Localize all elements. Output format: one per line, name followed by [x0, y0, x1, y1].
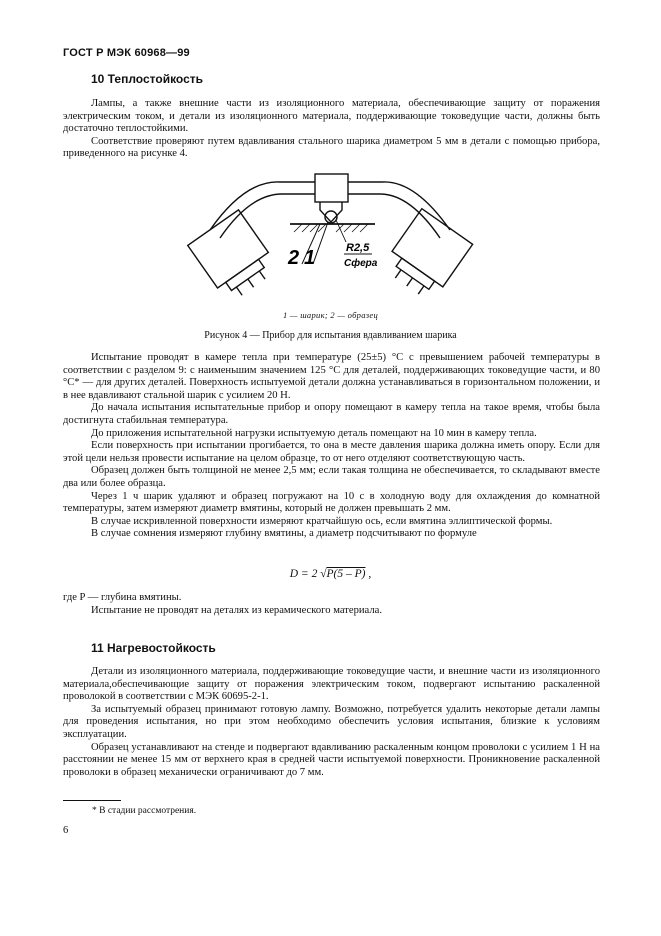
- paragraph: Образец должен быть толщиной не менее 2,5 мм; если такая толщина не обеспечивается, то складывают вместе два или более образца.: [63, 465, 600, 489]
- figure-legend: 1 — шарик; 2 — образец: [282, 310, 379, 320]
- paragraph: Соответствие проверяют путем вдавливания стального шарика диаметром 5 мм в детали с помощью прибора, приведенного на рисунке 4.: [63, 135, 600, 160]
- paragraph: До приложения испытательной нагрузки испытуемую деталь помещают на 10 мин в камеру тепла.: [91, 427, 537, 439]
- left-weight: [188, 210, 280, 305]
- test-procedure-text: [63, 352, 600, 541]
- arm-right-outer: [348, 182, 450, 230]
- paragraph: В случае искривленной поверхности измеряют кратчайшую ось, если вмятина эллиптической формы.: [91, 515, 553, 527]
- formula-explanation: [63, 592, 600, 617]
- paragraph: Через 1 ч шарик удаляют и образец погружают на 10 с в холодную воду для охлаждения до комнатной температуры, затем измеряют диаметр вмятины, который не должен превышать 2 мм.: [63, 490, 600, 515]
- footnote: * В стадии рассмотрения.: [92, 806, 197, 816]
- ball-pressure-apparatus-figure: [150, 160, 510, 310]
- label-specimen: 2: [288, 247, 300, 269]
- section-10-title: 10 Теплостойкость: [91, 72, 204, 86]
- label-ball: 1: [304, 247, 316, 269]
- paragraph: Лампы, а также внешние части из изоляционного материала, обеспечивающие защиту от поражения электрическим током, и детали из изоляционного материала, поддерживающие токоведущие части, должны быть достаточно теплостойкими.: [63, 98, 600, 135]
- paragraph: где P — глубина вмятины.: [63, 592, 182, 603]
- indentation-formula: [0, 568, 661, 580]
- footnote-rule: [63, 800, 121, 801]
- paragraph: Если поверхность при испытании прогибается, то она в месте давления шарика должна иметь опору. Если для этой цели нельзя провести испытание на целом образце, то от него отделяют соответствующую часть.: [63, 440, 600, 464]
- label-sphere: Сфера: [344, 258, 378, 269]
- arm-left-outer: [210, 182, 315, 230]
- formula-radicand: P(5 – P): [326, 568, 366, 580]
- paragraph: В случае сомнения измеряют глубину вмятины, а диаметр подсчитывают по формуле: [91, 528, 477, 540]
- ball-holder: [320, 202, 342, 222]
- paragraph: За испытуемый образец принимают готовую лампу. Возможно, потребуется удалить некоторые детали лампы для проведения испытания, но при этом необходимо обеспечить условия испытания, близкие к условиям эксплуатации.: [63, 703, 600, 740]
- label-radius: R2,5: [346, 242, 370, 254]
- section-11-title: 11 Нагревостойкость: [91, 641, 216, 655]
- paragraph: Образец устанавливают на стенде и подвергают вдавливанию раскаленным концом проволоки с усилием 1 Н на расстоянии не менее 15 мм от верхнего края в средней части испытуемой поверхности. Проникновение раскаленной проволоки в образец механически ограничивают до 7 мм.: [63, 741, 600, 778]
- hatching: [294, 224, 368, 232]
- formula-tail: ,: [368, 568, 372, 580]
- page-number: 6: [63, 825, 69, 836]
- formula-lhs: D = 2: [289, 568, 318, 580]
- arm-left-inner: [220, 194, 315, 238]
- section-10-text: [63, 98, 600, 161]
- paragraph: До начала испытания испытательные прибор и опору помещают в камеру тепла на такое время, чтобы была достигнута стабильная температура.: [63, 402, 600, 426]
- leader-1: [313, 222, 328, 264]
- central-block: [315, 174, 348, 202]
- right-weight: [381, 209, 473, 304]
- sqrt-sign: √: [320, 568, 327, 580]
- figure-caption: Рисунок 4 — Прибор для испытания вдавливанием шарика: [204, 330, 457, 341]
- standard-header: ГОСТ Р МЭК 60968—99: [63, 47, 190, 59]
- section-11-text: [63, 666, 600, 779]
- paragraph: Испытание проводят в камере тепла при температуре (25±5) °С с превышением рабочей температуры в соответствии с разделом 9: с наименьшим значением 125 °С для деталей, поддерживающих токоведущие части, и 80 °С* — для других деталей. Поверхность испытуемой детали должна устанавливаться в горизонтальном положении, и в нее вдавливают стальной шарик с усилием 20 Н.: [63, 352, 600, 401]
- paragraph: Детали из изоляционного материала, поддерживающие токоведущие части, и внешние части из изоляционного материала,обеспечивающие защиту от поражения электрическим током, подвергают испытанию раскаленной проволокой в соответствии с МЭК 60695-2-1.: [63, 666, 600, 703]
- arm-right-inner: [348, 194, 440, 238]
- paragraph: Испытание не проводят на деталях из керамического материала.: [91, 604, 382, 616]
